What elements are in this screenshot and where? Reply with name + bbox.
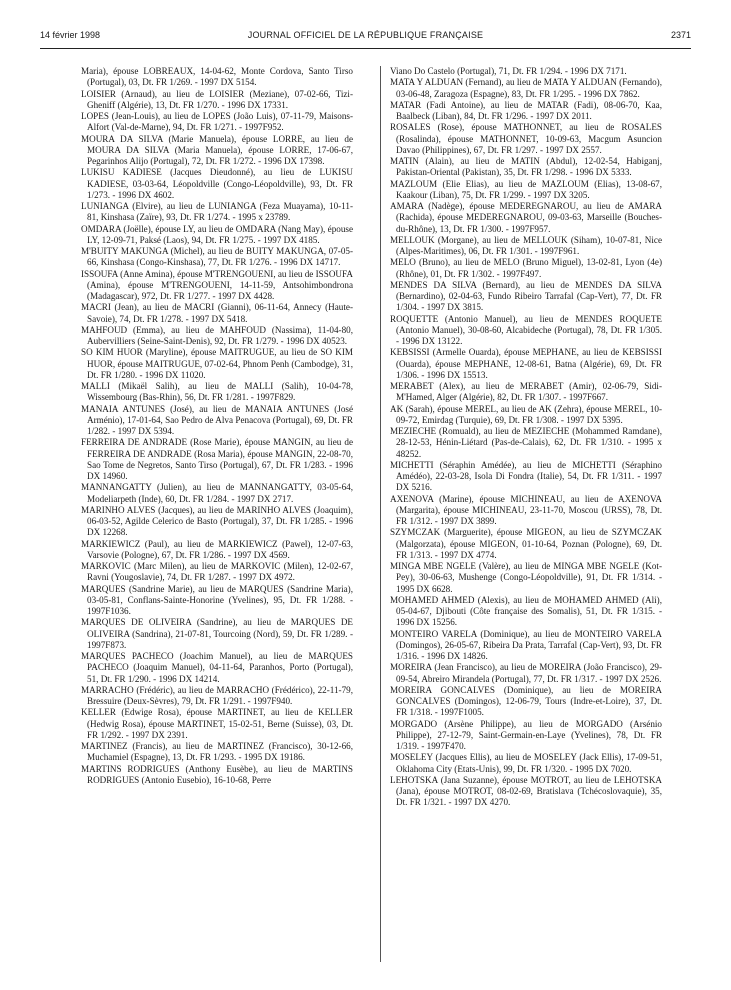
register-entry: MARQUES DE OLIVEIRA (Sandrine), au lieu de MARQUES DE OLIVEIRA (Sandrina), 21-07-81, Tourcoing (Nord), 59, Dt. FR 1/289. - 1997F873. bbox=[81, 617, 353, 650]
register-entry: MEZIECHE (Romuald), au lieu de MEZIECHE (Mohammed Ramdane), 28-12-53, Hénin-Liétard (Pas-de-Calais), 62, Dt. FR 1/310. - 1995 x 48252. bbox=[390, 426, 662, 459]
register-entry: MOURA DA SILVA (Marie Manuela), épouse LORRE, au lieu de MOURA DA SILVA (Maria Manuela), épouse LORRE, 17-06-67, Pegarinhos Alijo (Portugal), 72, Dt. FR 1/272. - 1996 DX 17398. bbox=[81, 133, 353, 166]
register-entry: LEHOTSKA (Jana Suzanne), épouse MOTROT, au lieu de LEHOTSKA (Jana), épouse MOTROT, 08-02-69, Bratislava (Tchécoslovaquie), 35, Dt. FR 1/321. - 1997 DX 4270. bbox=[390, 774, 662, 808]
register-entry: LOISIER (Arnaud), au lieu de LOISIER (Meziane), 07-02-66, Tizi-Gheniff (Algérie), 13, Dt. FR 1/270. - 1996 DX 17331. bbox=[81, 88, 353, 110]
register-entry: MANAIA ANTUNES (José), au lieu de MANAIA ANTUNES (José Arménio), 17-01-64, Sao Pedro de Alva Penacova (Portugal), 69, Dt. FR 1/282. - 1997 DX 5394. bbox=[81, 403, 353, 436]
header-rule bbox=[40, 48, 691, 49]
header-page-number: 2371 bbox=[670, 30, 691, 40]
register-entry: MALLI (Mikaël Salih), au lieu de MALLI (Salih), 10-04-78, Wissembourg (Bas-Rhin), 56, Dt. FR 1/281. - 1997F829. bbox=[81, 381, 353, 403]
register-entry: M'BUITY MAKUNGA (Michel), au lieu de BUITY MAKUNGA, 07-05-66, Kinshasa (Congo-Kinshasa), 77, Dt. FR 1/276. - 1996 DX 14717. bbox=[81, 246, 353, 268]
register-entry: MENDES DA SILVA (Bernard), au lieu de MENDES DA SILVA (Bernardino), 02-04-63, Fundo Ribeiro Tarrafal (Cap-Vert), 77, Dt. FR 1/304. - 1997 DX 3815. bbox=[390, 279, 662, 313]
register-entry: MARKIEWICZ (Paul), au lieu de MARKIEWICZ (Pawel), 12-07-63, Varsovie (Pologne), 67, Dt. FR 1/286. - 1997 DX 4569. bbox=[81, 538, 353, 560]
register-entry: MANNANGATTY (Julien), au lieu de MANNANGATTY, 03-05-64, Modeliarpeth (Inde), 60, Dt. FR 1/284. - 1997 DX 2717. bbox=[81, 482, 353, 504]
register-entry: MERABET (Alex), au lieu de MERABET (Amir), 02-06-79, Sidi-M'Hamed, Alger (Algérie), 82, Dt. FR 1/307. - 1997F667. bbox=[390, 381, 662, 403]
register-entry: Viano Do Castelo (Portugal), 71, Dt. FR 1/294. - 1996 DX 7171. bbox=[390, 66, 627, 76]
register-entry: MARQUES PACHECO (Joachim Manuel), au lieu de MARQUES PACHECO (Joaquim Manuel), 04-11-64, Paranhos, Porto (Portugal), 51, Dt. FR 1/290. - 1996 DX 14214. bbox=[81, 651, 353, 684]
register-entry: ISSOUFA (Anne Amina), épouse M'TRENGOUENI, au lieu de ISSOUFA (Amina), épouse M'TRENGOUENI, 14-11-59, Antsohimbondrona (Madagascar), 972, Dt. FR 1/277. - 1997 DX 4428. bbox=[81, 268, 353, 301]
register-entry: MINGA MBE NGELE (Valère), au lieu de MINGA MBE NGELE (Kot-Pey), 30-06-63, Mushenge (Congo-Léopoldville), 91, Dt. FR 1/314. - 1995 DX 6628. bbox=[390, 561, 662, 594]
register-entry: MONTEIRO VARELA (Dominique), au lieu de MONTEIRO VARELA (Domingos), 26-05-67, Ribeira Da Prata, Tarrafal (Cap-Vert), 93, Dt. FR 1/316. - 1996 DX 14826. bbox=[390, 628, 662, 661]
register-entry: MOSELEY (Jacques Ellis), au lieu de MOSELEY (Jack Ellis), 17-09-51, Oklahoma City (Etats-Unis), 99, Dt. FR 1/320. - 1995 DX 7020. bbox=[390, 752, 662, 774]
register-entry: KEBSISSI (Armelle Ouarda), épouse MEPHANE, au lieu de KEBSISSI (Ouarda), épouse MEPHANE, 12-08-61, Batna (Algérie), 69, Dt. FR 1/306. - 1996 DX 15513. bbox=[390, 347, 662, 380]
register-entry: AXENOVA (Marine), épouse MICHINEAU, au lieu de AXENOVA (Margarita), épouse MICHINEAU, 23-11-70, Moscou (URSS), 78, Dt. FR 1/312. - 1997 DX 3899. bbox=[390, 493, 662, 526]
register-entry: MARTINS RODRIGUES (Anthony Eusèbe), au lieu de MARTINS RODRIGUES (Antonio Eusebio), 16-10-68, Perre bbox=[81, 763, 353, 785]
register-entry: MARINHO ALVES (Jacques), au lieu de MARINHO ALVES (Joaquim), 06-03-52, Agilde Celerico de Basto (Portugal), 37, Dt. FR 1/285. - 1996 DX 12268. bbox=[81, 504, 353, 538]
register-entry: MATAR (Fadi Antoine), au lieu de MATAR (Fadi), 08-06-70, Kaa, Baalbeck (Liban), 84, Dt. FR 1/296. - 1997 DX 2011. bbox=[390, 99, 662, 121]
register-entry: OMDARA (Joëlle), épouse LY, au lieu de OMDARA (Nang May), épouse LY, 12-09-71, Paksé (Laos), 94, Dt. FR 1/275. - 1997 DX 4185. bbox=[81, 223, 353, 245]
register-entry: MELLOUK (Morgane), au lieu de MELLOUK (Siham), 10-07-81, Nice (Alpes-Maritimes), 06, Dt. FR 1/301. - 1997F961. bbox=[390, 234, 662, 256]
register-entry: LUKISU KADIESE (Jacques Dieudonné), au lieu de LUKISU KADIESE, 03-03-64, Léopoldville (Congo-Léopoldville), 93, Dt. FR 1/273. - 1996 DX 4602. bbox=[81, 167, 353, 200]
register-entry: MORGADO (Arsène Philippe), au lieu de MORGADO (Arsénio Philippe), 27-12-79, Saint-Germain-en-Laye (Yvelines), 78, Dt. FR 1/319. - 1997F470. bbox=[390, 718, 662, 751]
register-entry: MAHFOUD (Emma), au lieu de MAHFOUD (Nassima), 11-04-80, Aubervilliers (Seine-Saint-Denis), 92, Dt. FR 1/279. - 1996 DX 40523. bbox=[81, 324, 353, 346]
register-entry: MELO (Bruno), au lieu de MELO (Bruno Miguel), 13-02-81, Lyon (4e) (Rhône), 01, Dt. FR 1/302. - 1997F497. bbox=[390, 257, 662, 279]
register-entry: MARRACHO (Frédéric), au lieu de MARRACHO (Frédérico), 22-11-79, Bressuire (Deux-Sèvres), 79, Dt. FR 1/291. - 1997F940. bbox=[81, 684, 353, 706]
right-column bbox=[390, 66, 662, 809]
register-entry: FERREIRA DE ANDRADE (Rose Marie), épouse MANGIN, au lieu de FERREIRA DE ANDRADE (Rosa Maria), épouse MANGIN, 22-08-70, Sao Tome de Negretos, Santo Tirso (Portugal), 67, Dt. FR 1/283. - 1996 DX 14960. bbox=[81, 437, 353, 481]
register-entry: MARQUES (Sandrine Marie), au lieu de MARQUES (Sandrine Maria), 03-05-81, Conflans-Sainte-Honorine (Yvelines), 95, Dt. FR 1/288. - 1997F1036. bbox=[81, 583, 353, 616]
register-entry: MOREIRA (Jean Francisco), au lieu de MOREIRA (João Francisco), 29-09-54, Abreiro Mirandela (Portugal), 77, Dt. FR 1/317. - 1997 DX 2526. bbox=[390, 662, 662, 684]
register-entry: MATA Y ALDUAN (Fernand), au lieu de MATA Y ALDUAN (Fernando), 03-06-48, Zaragoza (Espagne), 83, Dt. FR 1/295. - 1996 DX 7862. bbox=[390, 77, 662, 99]
register-entry: MARTINEZ (Francis), au lieu de MARTINEZ (Francisco), 30-12-66, Muchamiel (Espagne), 13, Dt. FR 1/293. - 1995 DX 19186. bbox=[81, 741, 353, 763]
header-journal-title: JOURNAL OFFICIEL DE LA RÉPUBLIQUE FRANÇAISE bbox=[247, 30, 484, 40]
register-entry: MOHAMED AHMED (Alexis), au lieu de MOHAMED AHMED (Ali), 05-04-67, Djibouti (Côte française des Somalis), 51, Dt. FR 1/315. - 1996 DX 15256. bbox=[390, 594, 662, 628]
register-entry: MACRI (Jean), au lieu de MACRI (Gianni), 06-11-64, Annecy (Haute-Savoie), 74, Dt. FR 1/278. - 1997 DX 5418. bbox=[81, 302, 353, 324]
register-entry: MATIN (Alain), au lieu de MATIN (Abdul), 12-02-54, Habiganj, Pakistan-Oriental (Pakistan), 35, Dt. FR 1/298. - 1996 DX 5333. bbox=[390, 156, 662, 178]
register-entry: MARKOVIC (Marc Milen), au lieu de MARKOVIC (Milen), 12-02-67, Ravni (Yougoslavie), 74, Dt. FR 1/287. - 1997 DX 4972. bbox=[81, 561, 353, 583]
register-entry: ROQUETTE (Antonio Manuel), au lieu de MENDES ROQUETE (Antonio Manuel), 30-08-60, Alcabideche (Portugal), 78, Dt. FR 1/305. - 1996 DX 13122. bbox=[390, 313, 662, 346]
register-entry: Maria), épouse LOBREAUX, 14-04-62, Monte Cordova, Santo Tirso (Portugal), 03, Dt. FR 1/269. - 1997 DX 5154. bbox=[81, 66, 353, 88]
register-entry: MAZLOUM (Elie Elias), au lieu de MAZLOUM (Elias), 13-08-67, Kaakour (Liban), 75, Dt. FR 1/299. - 1997 DX 3205. bbox=[390, 178, 662, 200]
register-entry: SO KIM HUOR (Maryline), épouse MAITRUGUE, au lieu de SO KIM HUOR, épouse MAITRUGUE, 07-02-64, Phnom Penh (Cambodge), 31, Dt. FR 1/280. - 1996 DX 11020. bbox=[81, 347, 353, 380]
register-entry: ROSALES (Rose), épouse MATHONNET, au lieu de ROSALES (Rosalinda), épouse MATHONNET, 10-09-63, Macgum Asuncion Davao (Philippines), 67, Dt. FR 1/297. - 1997 DX 2557. bbox=[390, 122, 662, 155]
left-column bbox=[81, 66, 353, 786]
register-entry: MICHETTI (Séraphin Amédée), au lieu de MICHETTI (Séraphino Amédéo), 22-03-28, Isola Di Fondra (Italie), 54, Dt. FR 1/311. - 1997 DX 5216. bbox=[390, 459, 662, 493]
register-entry: MOREIRA GONCALVES (Dominique), au lieu de MOREIRA GONCALVES (Domingos), 12-06-79, Tours (Indre-et-Loire), 37, Dt. FR 1/318. - 1997F1005. bbox=[390, 684, 662, 718]
register-entry: KELLER (Edwige Rosa), épouse MARTINET, au lieu de KELLER (Hedwig Rosa), épouse MARTINET, 15-02-51, Berne (Suisse), 03, Dt. FR 1/292. - 1997 DX 2391. bbox=[81, 707, 353, 740]
column-divider bbox=[380, 66, 381, 962]
register-entry: AK (Sarah), épouse MEREL, au lieu de AK (Zehra), épouse MEREL, 10-09-72, Emirdag (Turquie), 69, Dt. FR 1/308. - 1997 DX 5395. bbox=[390, 403, 662, 425]
register-entry: AMARA (Nadège), épouse MEDEREGNAROU, au lieu de AMARA (Rachida), épouse MEDEREGNAROU, 09-03-63, Marseille (Bouches-du-Rhône), 13, Dt. FR 1/300. - 1997F957. bbox=[390, 201, 662, 234]
register-entry: LUNIANGA (Elvire), au lieu de LUNIANGA (Feza Muayama), 10-11-81, Kinshasa (Zaïre), 93, Dt. FR 1/274. - 1995 x 23789. bbox=[81, 201, 353, 223]
header-date: 14 février 1998 bbox=[40, 30, 101, 40]
register-entry: SZYMCZAK (Marguerite), épouse MIGEON, au lieu de SZYMCZAK (Malgorzata), épouse MIGEON, 01-10-64, Poznan (Pologne), 69, Dt. FR 1/313. - 1997 DX 4774. bbox=[390, 527, 662, 560]
page-header bbox=[40, 30, 691, 46]
register-entry: LOPES (Jean-Louis), au lieu de LOPES (João Luis), 07-11-79, Maisons-Alfort (Val-de-Marne), 94, Dt. FR 1/271. - 1997F952. bbox=[81, 111, 353, 133]
